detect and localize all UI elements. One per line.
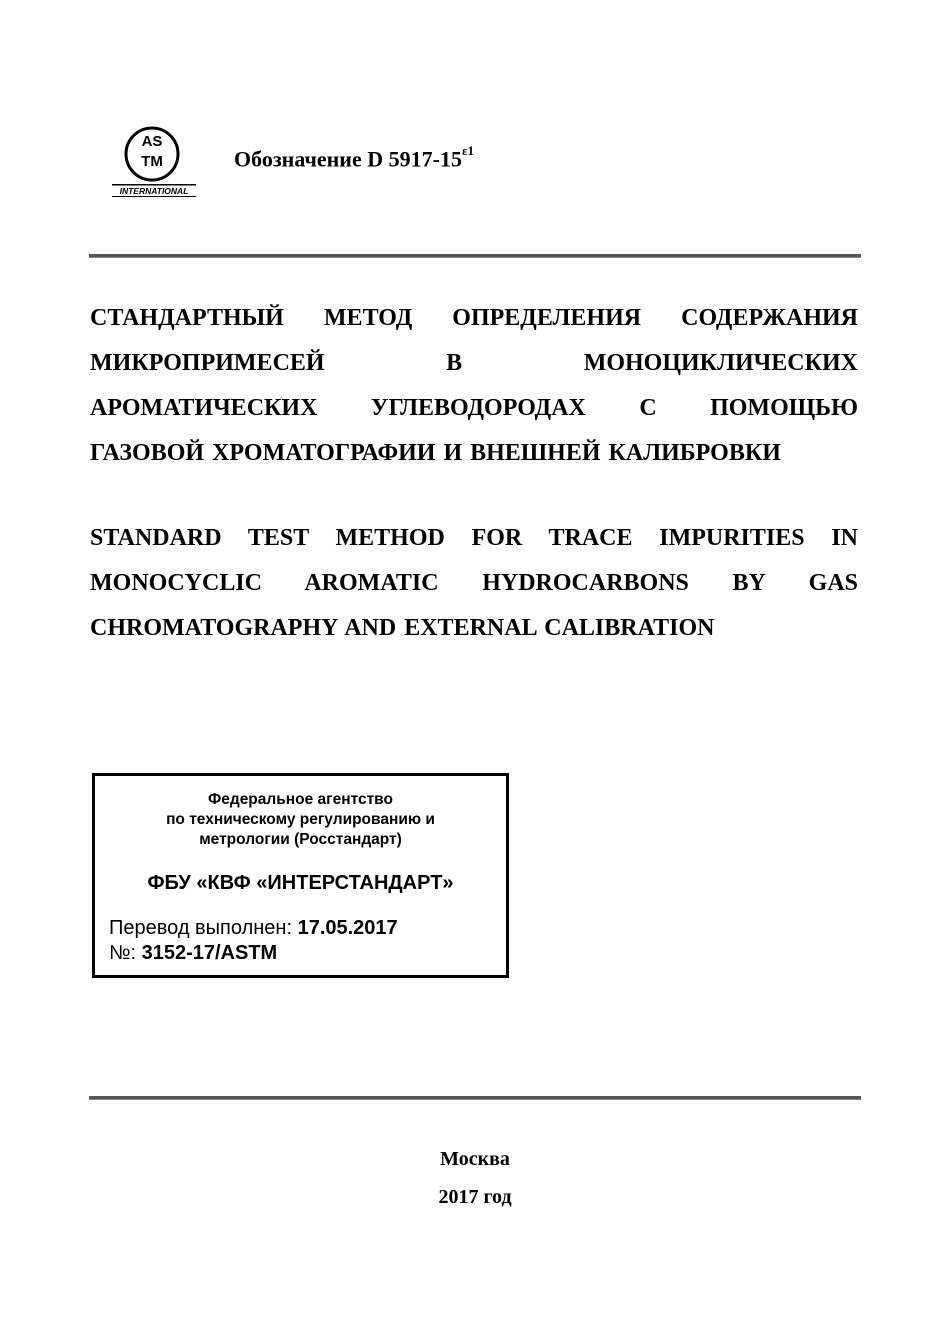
agency-line: Федеральное агентство [208, 791, 393, 808]
bottom-divider [89, 1096, 861, 1100]
svg-text:INTERNATIONAL: INTERNATIONAL [119, 186, 189, 196]
title-en-line: STANDARD TEST METHOD FOR TRACE IMPURITIES IN [90, 525, 858, 551]
organization-name: ФБУ «КВФ «ИНТЕРСТАНДАРТ» [147, 872, 454, 894]
title-ru-line: ГАЗОВОЙ ХРОМАТОГРАФИИ И ВНЕШНЕЙ КАЛИБРОВКИ [90, 440, 781, 466]
translation-number-suffix: /ASTM [214, 942, 278, 964]
translation-info [109, 916, 398, 966]
title-ru-line: МИКРОПРИМЕСЕЙ В МОНОЦИКЛИЧЕСКИХ [90, 350, 858, 376]
agency-name [95, 790, 506, 850]
designation-edition: ε1 [461, 143, 475, 158]
designation-text: Обозначение D 5917-15 [234, 146, 462, 172]
top-divider [89, 254, 861, 258]
svg-text:TM: TM [141, 153, 163, 170]
year: 2017 год [438, 1186, 512, 1208]
translation-date-row [109, 916, 398, 941]
translation-date-label: Перевод выполнен: [109, 917, 298, 939]
translation-stamp [92, 773, 509, 978]
translation-number-label: №: [109, 942, 142, 964]
translation-number: 3152-17 [141, 942, 215, 964]
title-english [90, 516, 858, 651]
translation-number-row [109, 941, 398, 966]
agency-line: по техническому регулированию и [166, 811, 435, 828]
title-russian [90, 296, 858, 476]
translation-date: 17.05.2017 [297, 917, 398, 939]
title-ru-line: СТАНДАРТНЫЙ МЕТОД ОПРЕДЕЛЕНИЯ СОДЕРЖАНИЯ [90, 305, 858, 331]
designation [234, 143, 475, 172]
city: Москва [440, 1148, 510, 1170]
title-en-line: MONOCYCLIC AROMATIC HYDROCARBONS BY GAS [90, 570, 858, 596]
astm-logo-icon [112, 124, 196, 200]
astm-logo [112, 124, 196, 200]
svg-text:AS: AS [141, 133, 163, 150]
title-en-line: CHROMATOGRAPHY AND EXTERNAL CALIBRATION [90, 615, 715, 641]
agency-line: метрологии (Росстандарт) [199, 831, 402, 848]
title-ru-line: АРОМАТИЧЕСКИХ УГЛЕВОДОРОДАХ С ПОМОЩЬЮ [90, 395, 858, 421]
